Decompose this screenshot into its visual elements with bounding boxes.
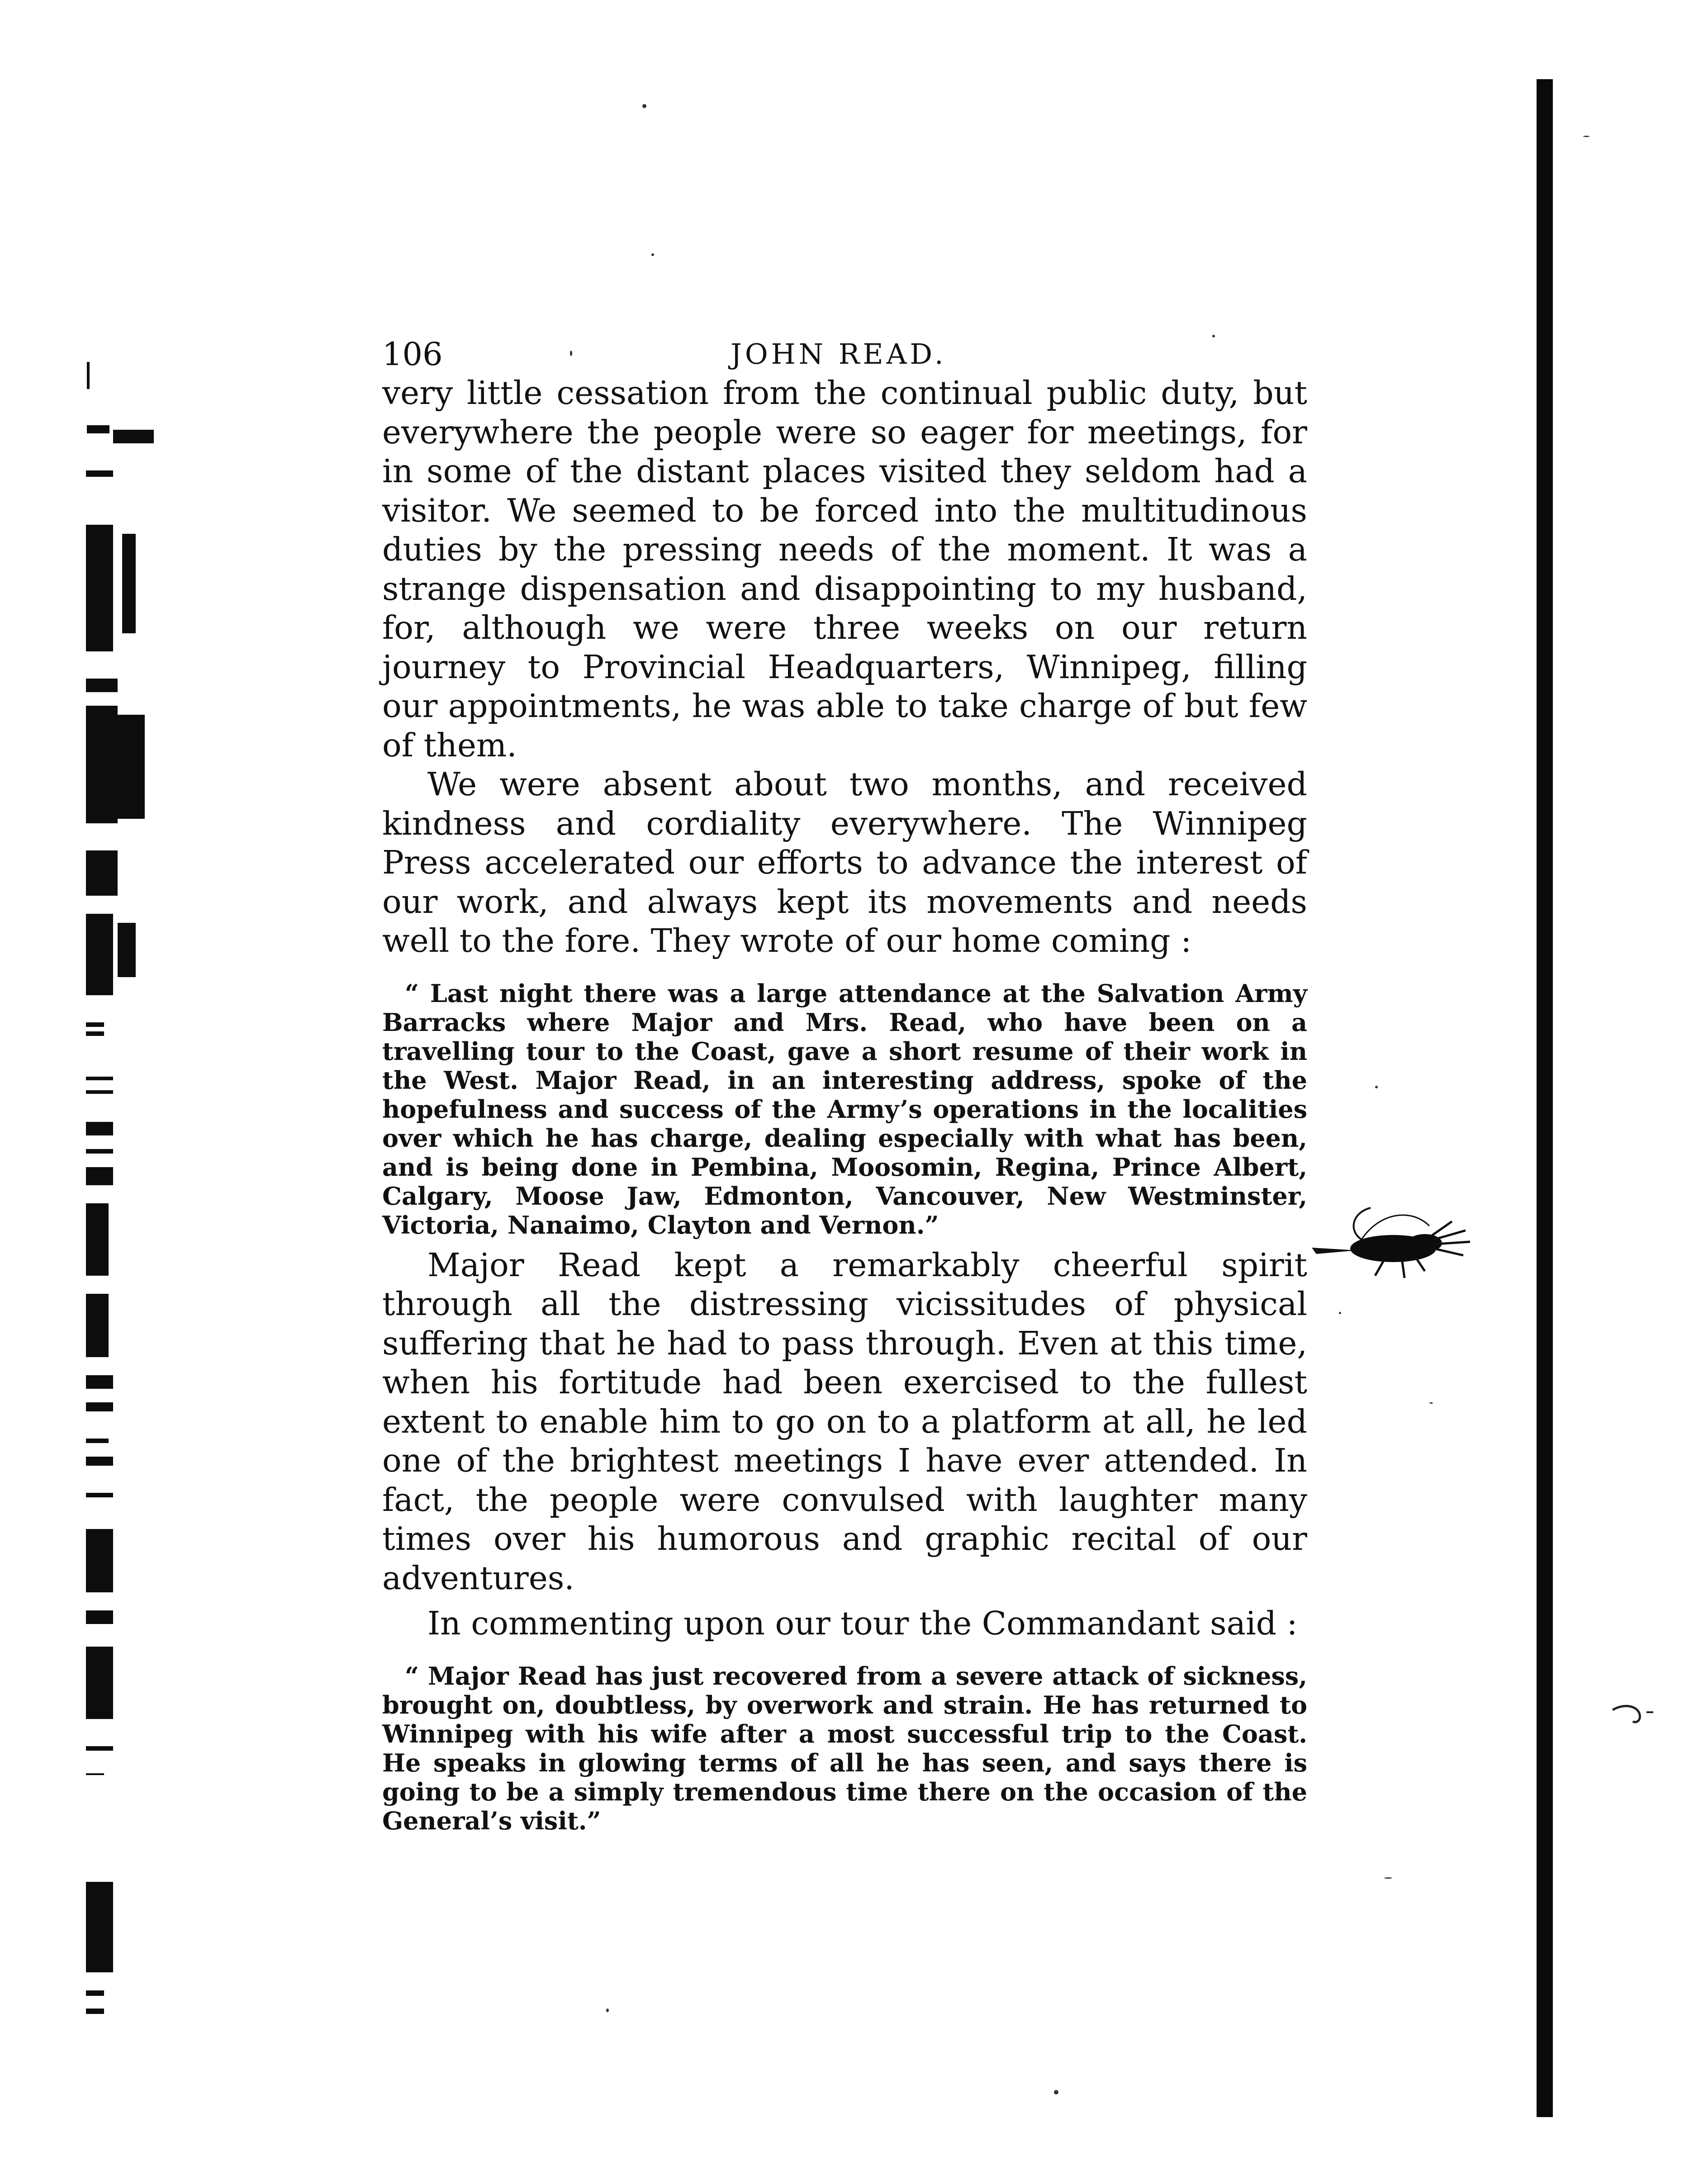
scan-edge-bar	[87, 362, 90, 389]
scan-edge-bar	[86, 1457, 113, 1466]
scan-edge-bar	[86, 1746, 113, 1751]
scan-speck	[606, 2009, 609, 2012]
margin-blot-insect	[1307, 1194, 1479, 1285]
scan-edge-bar	[86, 1077, 113, 1080]
running-head	[382, 335, 1307, 374]
page-number: 106	[382, 336, 443, 373]
scan-edge-bar	[86, 525, 113, 651]
scan-edge-bar	[86, 1203, 109, 1276]
scan-speck	[1375, 1086, 1378, 1088]
paragraph: In commenting upon our tour the Commandant said :	[427, 1605, 1298, 1642]
scan-speck	[1429, 1402, 1433, 1404]
scan-edge-bar	[86, 1439, 109, 1443]
scan-edge-bar	[118, 715, 145, 819]
scan-edge-bar	[86, 1167, 113, 1185]
binding-shadow-bar	[1537, 79, 1553, 2117]
scan-speck	[642, 104, 646, 108]
scan-edge-bar	[86, 1031, 104, 1036]
scan-edge-bar	[86, 1647, 113, 1719]
scan-edge-bar	[113, 430, 154, 443]
block-quote: “ Last night there was a large attendance at the Salvation Army Barracks where Major and Mrs. Read, who have been on a travelling tour to the Coast, gave a short resume of their work in the West. Major Read, in an interesting address, spoke of the hopefulness and success of the Army’s operations in the localities over which he has charge, dealing especially with what has been, and is being done in Pembina, Moosomin, Regina, Prince Albert, Calgary, Moose Jaw, Edmonton, Vancouver, New Westminster, Victoria, Nanaimo, Clayton and Vernon.”	[382, 978, 1307, 1239]
scan-edge-bar	[86, 914, 113, 995]
scan-edge-bar	[118, 923, 136, 977]
scan-speck	[1054, 2090, 1058, 2094]
scan-speck	[1583, 136, 1589, 137]
paragraph: We were absent about two months, and received kindness and cordiality everywhere. The Winnipeg Press accelerated our efforts to advance the interest of our work, and always kept its movements and needs well to the fore. They wrote of our home coming :	[382, 765, 1307, 959]
scan-edge-bar	[86, 1375, 113, 1389]
scan-edge-bar	[86, 1882, 113, 1972]
margin-mark	[1610, 1701, 1656, 1728]
scan-edge-bar	[86, 1610, 113, 1624]
scan-edge-bar	[86, 1149, 113, 1154]
scan-edge-bar	[86, 1294, 109, 1357]
scan-edge-bar	[86, 1402, 113, 1411]
scan-edge-bar	[86, 850, 118, 896]
paragraph: Major Read kept a remarkably cheerful spirit through all the distressing vicissitudes of physical suffering that he had to pass through. Even at this time, when his fortitude had been exercised to the fullest extent to enable him to go on to a platform at all, he led one of the brightest meetings I have ever attended. In fact, the people were convulsed with laughter many times over his humorous and graphic recital of our adventures.	[382, 1246, 1307, 1597]
scan-edge-bar	[86, 1773, 104, 1775]
paragraph-continued: very little cessation from the continual public duty, but everywhere the people were so eager for meetings, for in some of the distant places visited they seldom had a visitor. We seemed to be forced into the multitudinous duties by the pressing needs of the moment. It was a strange dispensation and disappointing to my husband, for, although we were three weeks on our return journey to Provincial Headquarters, Winnipeg, filling our appointments, he was able to take charge of but few of them.	[382, 374, 1307, 764]
scan-edge-bar	[87, 425, 109, 433]
scan-edge-bar	[86, 1090, 113, 1094]
text-block	[382, 335, 1307, 1835]
scan-edge-bar	[86, 1529, 113, 1592]
scan-edge-artifact	[81, 362, 185, 2126]
scan-edge-bar	[86, 1022, 104, 1027]
scan-edge-bar	[86, 2009, 104, 2014]
scan-speck	[651, 253, 654, 256]
running-title: JOHN READ.	[731, 337, 947, 370]
scan-edge-bar	[86, 1990, 104, 1996]
scan-edge-bar	[86, 706, 118, 823]
scan-edge-bar	[86, 1493, 113, 1497]
scan-speck	[1339, 1312, 1341, 1314]
scan-edge-bar	[86, 1122, 113, 1135]
scan-edge-bar	[122, 534, 136, 633]
scan-edge-bar	[86, 470, 113, 477]
scan-edge-bar	[86, 679, 118, 692]
block-quote: “ Major Read has just recovered from a severe attack of sickness, brought on, doubtless, by overwork and strain. He has returned to Winnipeg with his wife after a most successful trip to the Coast. He speaks in glowing terms of all he has seen, and says there is going to be a simply tremendous time there on the occasion of the General’s visit.”	[382, 1661, 1307, 1835]
scan-speck	[1384, 1877, 1392, 1879]
